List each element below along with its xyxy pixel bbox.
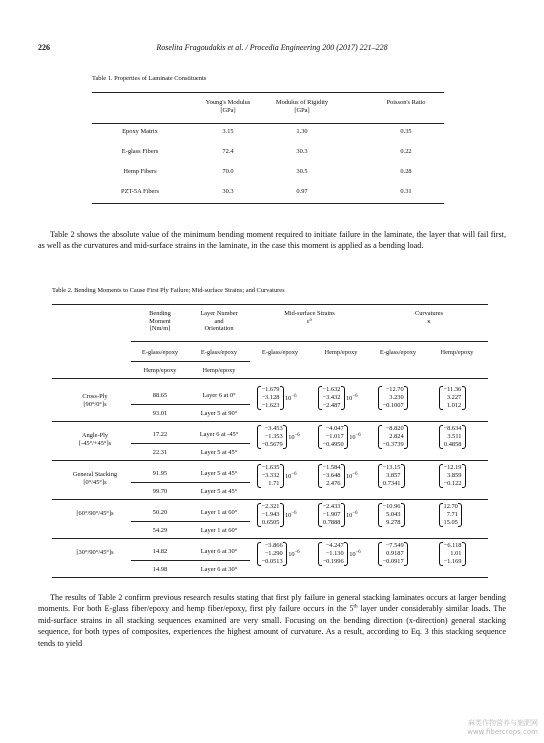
strain-vector-hemp <box>318 542 361 566</box>
strain-vector-eglass <box>257 386 296 410</box>
paragraph-1: Table 2 shows the absolute value of the minimum bending moment required to initiate failure in the laminate, the layer that will fail first, as well as the curvatures and mid-surface strains in the laminate, in the case this moment is applied as a bending load. <box>38 230 506 251</box>
matrix-right-brace <box>462 425 466 449</box>
bending-moment-value: 91.95 <box>152 470 168 477</box>
matrix-entry: −3.866 <box>264 542 283 549</box>
table1-cell: 30.3 <box>296 148 308 155</box>
curvature-vector-hemp <box>439 542 466 566</box>
bending-moment-value: 14.82 <box>152 548 168 555</box>
strain-vector-hemp <box>318 386 357 410</box>
bending-moment-value: 54.29 <box>152 527 168 534</box>
row-separator <box>131 560 250 561</box>
matrix-entry: −0.0513 <box>261 558 283 565</box>
table1-col-unit: [GPa] <box>294 107 310 114</box>
matrix-entry: −1.584 <box>322 464 341 471</box>
matrix-entry: 12.70 <box>443 503 458 510</box>
matrix-entry: −1.623 <box>261 402 280 409</box>
matrix-entry: 2.824 <box>389 433 404 440</box>
matrix-entry: −1.632 <box>322 386 341 393</box>
bending-moment-value: 22.31 <box>152 449 168 456</box>
page-number: 226 <box>38 43 50 52</box>
matrix-entry: 5.043 <box>386 511 401 518</box>
matrix-right-brace <box>283 425 287 449</box>
matrix-entry: −8.820 <box>385 425 404 432</box>
table2-caption: Table 2. Bending Moments to Cause First Ply Failure; Mid-surface Strains; and Curvatures <box>52 287 285 294</box>
subheader-material: E-glass/epoxy <box>141 349 179 356</box>
matrix-entry: −0.1996 <box>322 558 344 565</box>
matrix-entry: −0.122 <box>443 480 462 487</box>
running-header <box>38 43 506 55</box>
failed-layer: Layer 6 at -45° <box>199 431 239 438</box>
strain-vector-hemp <box>318 503 357 527</box>
paragraph-2: The results of Table 2 confirm previous research results stating that first ply failure in general stacking laminates occurs at larger bending moments. For both E-glass fiber/epoxy and hemp fiber/epoxy, first ply failure occurs in the 5th layer under considerably similar loads. The mid-surface strains in all stacking sequences examined are very small. Focusing on the bending direction (x-direction) general stacking sequence, for both types of composites, experiences the highest amount of curvature. As a result, according to Eq. 3 this stacking sequence tends to yield <box>38 593 507 648</box>
matrix-entry: −10.96 <box>382 503 401 510</box>
matrix-entry: −4.247 <box>325 542 344 549</box>
curvature-vector-hemp <box>439 464 466 488</box>
matrix-right-brace <box>401 464 405 488</box>
matrix-entry: −1.943 <box>261 511 280 518</box>
scale-factor: $10^{-6}$ <box>284 510 297 519</box>
subheader-material: E-glass/epoxy <box>261 349 299 356</box>
table1-cell: 30.5 <box>296 168 308 175</box>
table1-head-rule <box>92 123 444 124</box>
strain-vector-eglass <box>257 425 300 449</box>
table1-col-header: Poisson's Ratio <box>386 99 426 106</box>
matrix-entry: −2.487 <box>322 402 341 409</box>
table1-row-label: PZT-5A Fibers <box>121 188 159 195</box>
failed-layer: Layer 6 at 30° <box>200 566 238 573</box>
bending-moment-value: 88.65 <box>152 392 168 399</box>
matrix-entry: −1.353 <box>264 433 283 440</box>
curvature-vector-eglass <box>378 503 405 527</box>
scale-factor: $10^{-6}$ <box>349 432 361 441</box>
stacking-label: Cross-Ply [90°/0°]s <box>82 393 108 408</box>
row-separator <box>131 443 250 444</box>
matrix-entry: −12.19 <box>443 464 462 471</box>
matrix-entry: 0.9187 <box>386 550 404 557</box>
matrix-entry: 0.4858 <box>443 441 462 448</box>
table1-cell: 0.31 <box>400 188 412 195</box>
row-separator <box>131 482 250 483</box>
curvature-vector-eglass <box>378 386 408 410</box>
matrix-entry: −2.433 <box>322 503 341 510</box>
matrix-right-brace <box>462 464 466 488</box>
table1-col-header: Modulus of Rigidity <box>275 99 329 106</box>
running-title: Roselita Fragoudakis et al. / Procedia Engineering 200 (2017) 221–228 <box>156 43 388 52</box>
bending-moment-value: 14.98 <box>152 566 168 573</box>
matrix-entry: −13.15 <box>382 464 401 471</box>
matrix-entry: −1.169 <box>443 558 462 565</box>
table1-col-header: Young's Modulus <box>205 99 251 106</box>
matrix-entry: −3.453 <box>264 425 283 432</box>
matrix-entry: −0.4950 <box>322 441 344 448</box>
scale-factor: $10^{-6}$ <box>288 549 300 558</box>
scale-factor: $10^{-6}$ <box>284 393 297 402</box>
scale-factor: $10^{-6}$ <box>288 432 300 441</box>
failed-layer: Layer 1 at 60° <box>200 509 238 516</box>
stacking-label: [60°/90°/45°]s <box>76 510 114 517</box>
matrix-entry: 3.511 <box>447 433 462 440</box>
matrix-entry: −4.047 <box>325 425 344 432</box>
bending-moment-value: 17.22 <box>152 431 168 438</box>
strain-vector-eglass <box>257 503 296 527</box>
table1-row-label: Hemp Fibers <box>123 168 157 175</box>
curvature-vector-hemp <box>439 425 466 449</box>
subheader-material: E-glass/epoxy <box>379 349 417 356</box>
matrix-right-brace <box>341 464 345 488</box>
matrix-right-brace <box>404 425 408 449</box>
curvature-vector-eglass <box>378 425 408 449</box>
failed-layer: Layer 5 at 45° <box>200 488 238 495</box>
matrix-entry: −1.130 <box>325 550 344 557</box>
matrix-right-brace <box>280 464 284 488</box>
matrix-entry: −3.648 <box>322 472 341 479</box>
matrix-entry: 7.71 <box>446 511 458 518</box>
matrix-right-brace <box>404 386 408 410</box>
table1-row-label: E-glass Fibers <box>121 148 159 155</box>
scale-factor: $10^{-6}$ <box>345 471 358 480</box>
curvatures-header: Curvatures κ <box>414 310 444 325</box>
layer-header: Layer Number and Orientation <box>200 310 238 333</box>
table1-cell: 0.97 <box>296 188 308 195</box>
stacking-label: Angle-Ply [-45°/+45°]s <box>78 432 112 447</box>
group-rule <box>52 538 488 539</box>
strain-vector-eglass <box>257 464 296 488</box>
group-rule <box>52 460 488 461</box>
matrix-right-brace <box>283 542 287 566</box>
table1-cell: 70.0 <box>222 168 234 175</box>
group-rule <box>52 421 488 422</box>
subheader-material: Hemp/epoxy <box>143 367 177 374</box>
table1-cell: 72.4 <box>222 148 234 155</box>
matrix-right-brace <box>280 386 284 410</box>
matrix-entry: 1.012 <box>446 402 462 409</box>
table2-head-bottom-rule <box>52 378 488 379</box>
failed-layer: Layer 5 at 45° <box>200 470 238 477</box>
matrix-right-brace <box>341 503 345 527</box>
table1-cell: 1.30 <box>296 128 308 135</box>
matrix-entry: −2.321 <box>261 503 280 510</box>
subheader-material: E-glass/epoxy <box>200 349 238 356</box>
matrix-entry: −0.5679 <box>261 441 283 448</box>
table1-cell: 0.35 <box>400 128 412 135</box>
watermark: 麻类作物营养与施肥网 www.fibercrops.com <box>467 719 538 736</box>
bending-moment-value: 50.20 <box>152 509 168 516</box>
matrix-entry: 3.859 <box>447 472 462 479</box>
stacking-label: [30°/90°/45°]s <box>76 549 114 556</box>
subheader-material: Hemp/epoxy <box>440 349 474 356</box>
strain-vector-eglass <box>257 542 300 566</box>
matrix-right-brace <box>341 386 345 410</box>
table1-cell: 3.15 <box>222 128 234 135</box>
matrix-entry: −0.0917 <box>382 558 404 565</box>
matrix-entry: 1.71 <box>268 480 280 487</box>
matrix-entry: −6.118 <box>443 542 462 549</box>
stacking-label: General Stacking [0°/45°]s <box>72 471 118 486</box>
failed-layer: Layer 5 at 45° <box>200 449 238 456</box>
scale-factor: $10^{-6}$ <box>345 510 358 519</box>
matrix-entry: 2.476 <box>326 480 341 487</box>
table1-cell: 0.28 <box>400 168 412 175</box>
matrix-entry: 9.278 <box>386 519 401 526</box>
curvature-vector-eglass <box>378 464 405 488</box>
strain-vector-hemp <box>318 425 361 449</box>
table1-top-rule <box>92 92 444 93</box>
matrix-entry: 3.857 <box>386 472 401 479</box>
matrix-entry: 0.7341 <box>382 480 401 487</box>
table1-cell: 0.22 <box>400 148 412 155</box>
failed-layer: Layer 6 at 0° <box>202 392 236 399</box>
scale-factor: $10^{-6}$ <box>284 471 297 480</box>
table2-top-rule <box>52 304 488 305</box>
matrix-entry: 1.01 <box>450 550 462 557</box>
matrix-right-brace <box>344 425 348 449</box>
failed-layer: Layer 5 at 90° <box>200 410 238 417</box>
matrix-entry: −7.549 <box>385 542 404 549</box>
table1-cell: 30.3 <box>222 188 234 195</box>
matrix-entry: −1.017 <box>325 433 344 440</box>
matrix-entry: −0.3739 <box>382 441 404 448</box>
matrix-entry: −12.70 <box>385 386 404 393</box>
matrix-right-brace <box>344 542 348 566</box>
table2-head-rule <box>131 341 488 342</box>
matrix-entry: −3.432 <box>322 394 341 401</box>
matrix-entry: −1.290 <box>264 550 283 557</box>
matrix-entry: −3.128 <box>261 394 280 401</box>
matrix-entry: −8.634 <box>443 425 462 432</box>
table1-caption: Table 1. Properties of Laminate Constituents <box>92 75 207 82</box>
failed-layer: Layer 1 at 60° <box>200 527 238 534</box>
curvature-vector-hemp <box>439 503 462 527</box>
subheader-material: Hemp/epoxy <box>324 349 358 356</box>
matrix-right-brace <box>458 503 462 527</box>
table1-col-unit: [GPa] <box>220 107 236 114</box>
table2-sub-rule <box>131 361 250 362</box>
table1-row-label: Epoxy Matrix <box>122 128 158 135</box>
subheader-material: Hemp/epoxy <box>202 367 236 374</box>
matrix-entry: −1.679 <box>261 386 280 393</box>
group-rule <box>52 577 488 578</box>
matrix-right-brace <box>404 542 408 566</box>
matrix-entry: 15.05 <box>443 519 458 526</box>
matrix-right-brace <box>280 503 284 527</box>
row-separator <box>131 404 250 405</box>
matrix-entry: 0.7888 <box>322 519 341 526</box>
row-separator <box>131 521 250 522</box>
matrix-entry: −1.907 <box>322 511 341 518</box>
scale-factor: $10^{-6}$ <box>349 549 361 558</box>
table1-bottom-rule <box>92 203 444 204</box>
matrix-entry: −11.36 <box>443 386 462 393</box>
strains-header: Mid-surface Strains ε⁰ <box>284 310 335 325</box>
matrix-entry: −0.1007 <box>382 402 404 409</box>
matrix-right-brace <box>462 386 466 410</box>
matrix-entry: −3.332 <box>261 472 280 479</box>
matrix-entry: 3.227 <box>446 394 462 401</box>
matrix-right-brace <box>462 542 466 566</box>
matrix-right-brace <box>401 503 405 527</box>
matrix-entry: 3.230 <box>389 394 404 401</box>
curvature-vector-hemp <box>439 386 466 410</box>
failed-layer: Layer 6 at 30° <box>200 548 238 555</box>
bending-moment-value: 93.01 <box>152 410 168 417</box>
moment-header: Bending Moment [Nm/m] <box>149 310 171 333</box>
matrix-entry: −1.635 <box>261 464 280 471</box>
curvature-vector-eglass <box>378 542 408 566</box>
scale-factor: $10^{-6}$ <box>345 393 358 402</box>
group-rule <box>52 499 488 500</box>
strain-vector-hemp <box>318 464 357 488</box>
matrix-entry: 0.6505 <box>261 519 280 526</box>
bending-moment-value: 99.70 <box>152 488 168 495</box>
